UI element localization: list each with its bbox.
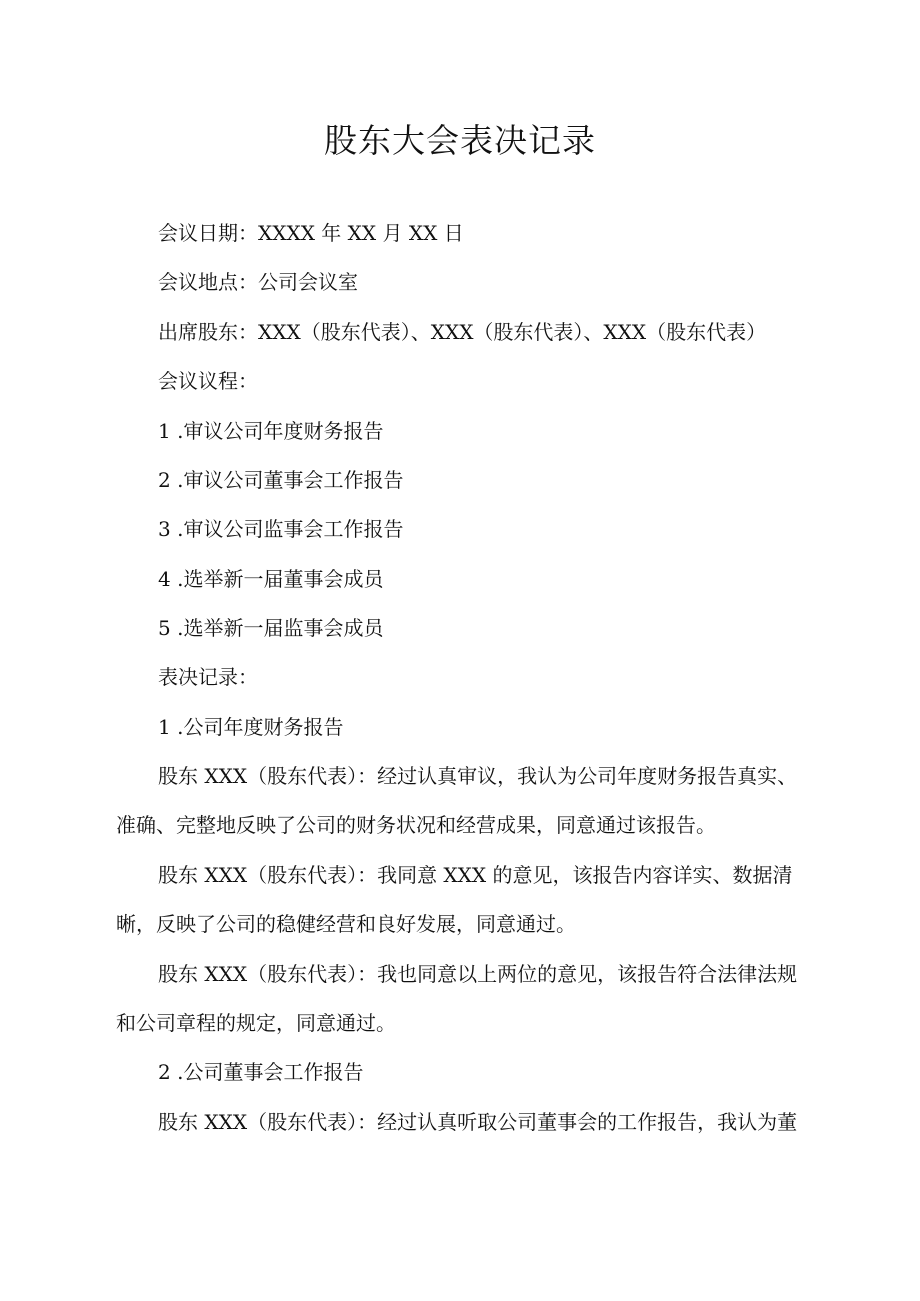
section-heading: 2 .公司董事会工作报告 [158, 1060, 364, 1084]
meeting-location: 会议地点：公司会议室 [158, 270, 358, 294]
voting-heading: 表决记录： [158, 665, 258, 689]
shareholder-statement: 股东 XXX（股东代表）：我同意 XXX 的意见，该报告内容详实、数据清 [158, 863, 793, 887]
section-heading: 1 .公司年度财务报告 [158, 715, 344, 739]
agenda-item: 1 .审议公司年度财务报告 [158, 419, 384, 443]
meeting-date: 会议日期：XXXX 年 XX 月 XX 日 [158, 221, 464, 245]
shareholder-statement: 股东 XXX（股东代表）：我也同意以上两位的意见，该报告符合法律法规 [158, 962, 798, 986]
agenda-item: 2 .审议公司董事会工作报告 [158, 468, 404, 492]
shareholder-statement-continued: 和公司章程的规定，同意通过。 [116, 1011, 396, 1035]
shareholder-statement-continued: 晰，反映了公司的稳健经营和良好发展，同意通过。 [116, 912, 576, 936]
agenda-item: 3 .审议公司监事会工作报告 [158, 517, 404, 541]
agenda-heading: 会议议程： [158, 369, 258, 393]
shareholder-statement-continued: 准确、完整地反映了公司的财务状况和经营成果，同意通过该报告。 [116, 813, 716, 837]
agenda-item: 5 .选举新一届监事会成员 [158, 616, 384, 640]
shareholder-statement: 股东 XXX（股东代表）：经过认真听取公司董事会的工作报告，我认为董 [158, 1110, 798, 1134]
agenda-item: 4 .选举新一届董事会成员 [158, 567, 384, 591]
document-title: 股东大会表决记录 [324, 121, 596, 160]
shareholder-statement: 股东 XXX（股东代表）：经过认真审议，我认为公司年度财务报告真实、 [158, 764, 798, 788]
meeting-attendees: 出席股东：XXX（股东代表）、XXX（股东代表）、XXX（股东代表） [158, 320, 767, 344]
